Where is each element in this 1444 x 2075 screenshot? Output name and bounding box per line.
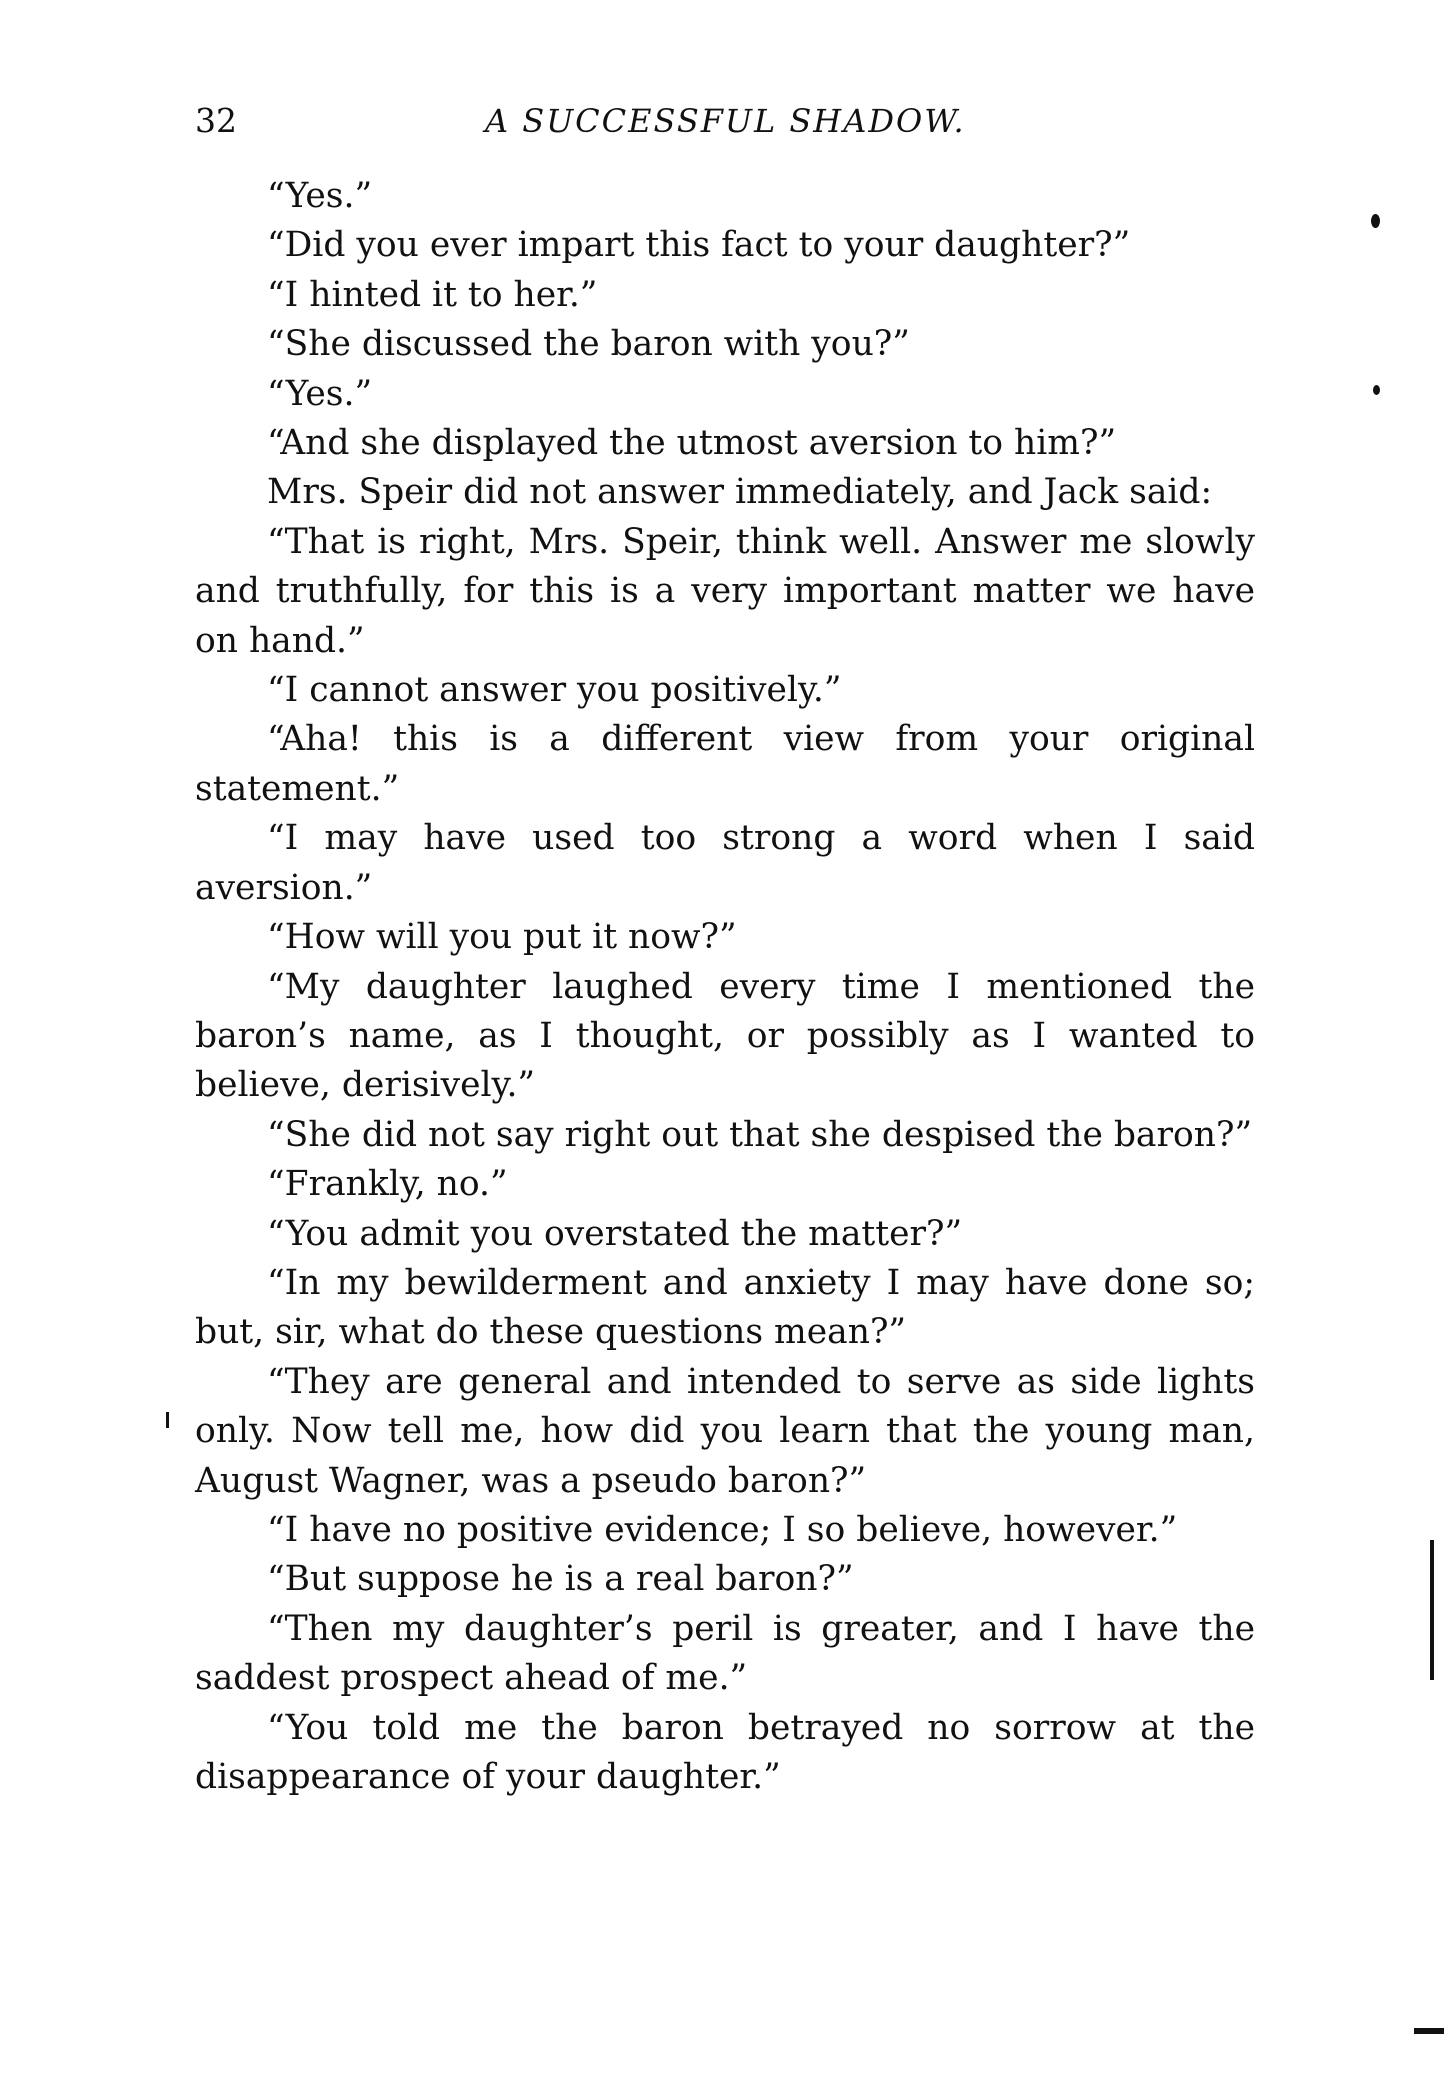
paragraph: “Frankly, no.” — [267, 1164, 508, 1205]
paragraph: “Yes.” — [267, 176, 373, 216]
paragraph: “But suppose he is a real baron?” — [267, 1559, 854, 1600]
margin-tick — [166, 1412, 169, 1428]
paragraph: “I have no positive evidence; I so believe, however.” — [267, 1509, 1178, 1550]
paragraph: “They are general and intended to serve as side lights only. Now tell me, how did you learn that the young man, August Wagner, was a pseudo baron?” — [195, 1361, 1255, 1501]
ink-speck — [1373, 385, 1380, 395]
paragraph: “You admit you overstated the matter?” — [267, 1213, 963, 1254]
paragraph: “Yes.” — [267, 373, 373, 414]
paragraph: “You told me the baron betrayed no sorrow at the disappearance of your daughter.” — [195, 1707, 1255, 1797]
edge-smudge — [1430, 1540, 1434, 1680]
paragraph: “Did you ever impart this fact to your daughter?” — [267, 225, 1131, 266]
paragraph: “She discussed the baron with you?” — [267, 324, 910, 365]
paragraph: “That is right, Mrs. Speir, think well. Answer me slowly and truthfully, for this is a very important matter we have on hand.” — [195, 521, 1255, 661]
paragraph: “How will you put it now?” — [267, 917, 737, 958]
page-number: 32 — [195, 101, 237, 140]
paragraph: “Then my daughter’s peril is greater, and I have the saddest prospect ahead of me.” — [195, 1608, 1255, 1699]
body-text — [195, 172, 1255, 1802]
paragraph: “My daughter laughed every time I mentioned the baron’s name, as I thought, or possibly as I wanted to believe, derisively.” — [195, 966, 1255, 1106]
paragraph: “In my bewilderment and anxiety I may have done so; but, sir, what do these questions mean?” — [195, 1262, 1255, 1353]
paragraph: “She did not say right out that she despised the baron?” — [267, 1114, 1253, 1155]
paragraph: “I may have used too strong a word when I said aversion.” — [195, 818, 1255, 908]
paragraph: “I cannot answer you positively.” — [267, 670, 842, 711]
ink-speck — [1371, 214, 1380, 228]
paragraph: “Aha! this is a different view from your original statement.” — [195, 719, 1255, 809]
paragraph: Mrs. Speir did not answer immediately, and Jack said: — [267, 472, 1213, 513]
paragraph: “And she displayed the utmost aversion to him?” — [267, 423, 1117, 464]
paragraph: “I hinted it to her.” — [267, 274, 598, 315]
running-title: A SUCCESSFUL SHADOW. — [485, 102, 966, 140]
page-header — [195, 98, 1255, 144]
corner-mark — [1414, 2028, 1444, 2034]
